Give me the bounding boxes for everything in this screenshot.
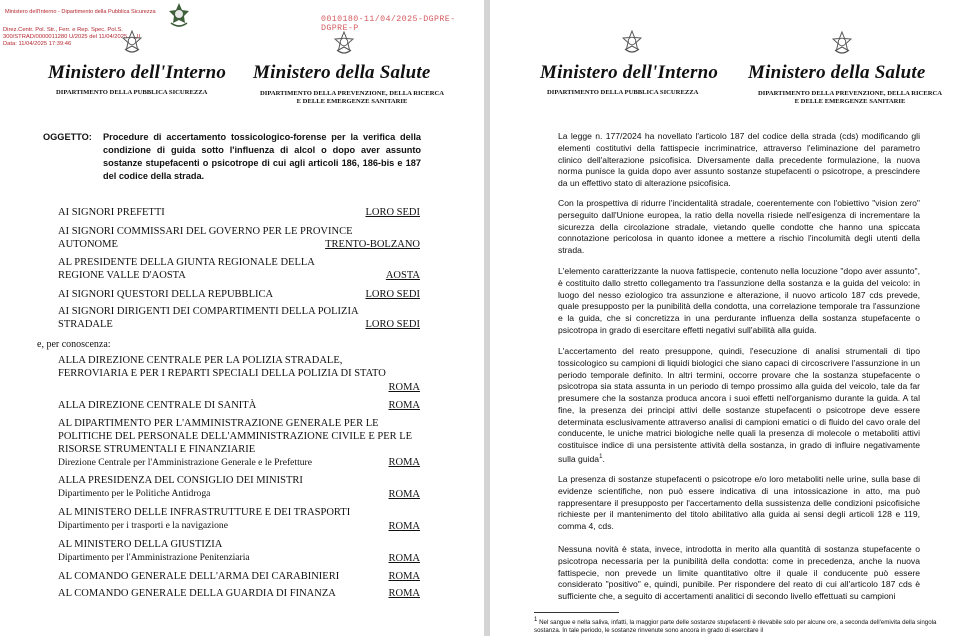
cc-name: AL MINISTERO DELLE INFRASTRUTTURE E DEI TRASPORTI: [58, 507, 351, 518]
recipient-name: AL PRESIDENTE DELLA GIUNTA REGIONALE DELLA REGIONE VALLE D'AOSTA: [58, 257, 315, 281]
recipient-name: AI SIGNORI DIRIGENTI DEI COMPARTIMENTI DELLA POLIZIA STRADALE: [58, 306, 358, 330]
body-paragraph: La legge n. 177/2024 ha novellato l'articolo 187 del codice della strada (cds) modificando gli elementi costitutivi della fattispecie incriminatrice, attraverso l'eliminazione del parametro clinico dell'alterazione psicofisica. Diversamente dalla precedente formulazione, la nuova norma punisce la guida dopo aver assunto sostanze stupefacenti o psicotrope, a prescindere da un effettivo stato di alterazione psicofisica.: [558, 131, 920, 188]
ministry-salute-title: Ministero della Salute: [253, 62, 431, 83]
footnote-text: Nel sangue e nella saliva, infatti, la maggior parte delle sostanze stupefacenti è rilevabile solo per alcune ore, a seconda dell'emivita della singola sostanza. In tale periodo, le sostanze rinvenute sono ancora in grado di esercitare il: [534, 619, 937, 635]
cc-city: ROMA: [388, 457, 420, 468]
body-paragraph: L'elemento caratterizzante la nuova fattispecie, contenuto nella locuzione "dopo aver assunto", è costituito dallo stretto collegamento tra l'assunzione della sostanza e la guida del veicolo: in luogo del nesso eziologico tra assunzione e alterazione, il nuovo articolo 187 cds prevede, quale presupposto per la punibilità della condotta, una correlazione temporale tra l'assunzione e la guida, che si concretizza in una perdurante influenza della sostanza stupefacente o psicotropa in grado di esercitare effetti negativi sull'abilità alla guida.: [558, 266, 920, 335]
cc-row: [58, 538, 420, 564]
stamp-line: 300/STRAD/0000011280 U/2025 del 11/04/2025 ..._II: [3, 34, 141, 40]
cc-city: ROMA: [388, 400, 420, 411]
cc-name: AL COMANDO GENERALE DELLA GUARDIA DI FINANZA: [58, 588, 336, 599]
per-conoscenza-label: e, per conoscenza:: [37, 339, 111, 350]
cc-sub: Dipartimento per l'Amministrazione Penitenziaria: [58, 552, 250, 563]
cc-row: [58, 354, 420, 393]
ministry-interno-title: Ministero dell'Interno: [540, 62, 719, 83]
recipient-city: AOSTA: [385, 270, 420, 281]
cc-sub: Dipartimento per le Politiche Antidroga: [58, 488, 211, 499]
recipient-city: TRENTO-BOLZANO: [325, 239, 420, 250]
ministry-salute-title: Ministero della Salute: [748, 62, 926, 83]
stamp-line: Direz.Centr. Pol. Str., Ferr. e Rep. Spec. Pol.S.: [3, 27, 123, 33]
oggetto-label: OGGETTO:: [43, 132, 92, 142]
italian-emblem-icon: [122, 30, 142, 54]
cc-sub: Direzione Centrale per l'Amministrazione Generale e le Prefetture: [58, 457, 312, 468]
dept-salute-line: DIPARTIMENTO DELLA PREVENZIONE, DELLA RICERCA: [260, 90, 444, 97]
recipient-city: LORO SEDI: [365, 289, 420, 300]
dept-salute-line: E DELLE EMERGENZE SANITARIE: [794, 97, 906, 105]
body-paragraph: La presenza di sostanze stupefacenti o psicotrope e/o loro metaboliti nelle urine, sulla base di evidenze scientifiche, non può essere indicativa di una intossicazione in atto, ma può rappresentare il presupposto per l'accertamento della sussistenza delle condizioni psicofisiche richieste per il mantenimento del titolo abilitativo alla guida ai sensi degli articoli 128 e 119, comma 4, cds.: [558, 474, 920, 531]
cc-name: ALLA DIREZIONE CENTRALE PER LA POLIZIA STRADALE, FERROVIARIA E PER I REPARTI SPECIALI DELLA POLIZIA DI STATO: [58, 355, 386, 379]
recipient-city: LORO SEDI: [365, 319, 420, 330]
italian-emblem-icon: [334, 31, 354, 55]
body-paragraph: Con la prospettiva di ridurre l'incidentalità stradale, coerentemente con l'obiettivo "vision zero" perseguito dall'Unione europea, la ratio della novella risiede nell'esigenza di incrementare la sicurezza della circolazione stradale, vietando quelle condotte che hanno una spiccata connotazione pericolosa in quanto idonee a mettere a rischio l'incolumità degli utenti della strada.: [558, 198, 920, 255]
cc-city: ROMA: [388, 553, 420, 564]
cc-city: ROMA: [388, 382, 420, 393]
recipient-name: AI SIGNORI COMMISSARI DEL GOVERNO PER LE PROVINCE AUTONOME: [58, 226, 353, 250]
italian-emblem-icon: [622, 30, 642, 54]
recipient-row: [58, 305, 420, 331]
republic-emblem-icon: [168, 2, 190, 28]
org-header: Ministero dell'Interno - Dipartimento della Pubblica Sicurezza: [5, 9, 156, 15]
cc-row: [58, 587, 420, 600]
cc-city: ROMA: [388, 521, 420, 532]
dept-interno: DIPARTIMENTO DELLA PUBBLICA SICUREZZA: [547, 89, 699, 96]
cc-name: AL MINISTERO DELLA GIUSTIZIA: [58, 539, 223, 550]
body-paragraph: Nessuna novità è stata, invece, introdotta in merito alla quantità di sostanza stupefacente o psicotropa necessaria per la punibilità della condotta: come in precedenza, anche la nuova fattispecie, non prevede un limite quantitativo oltre il quale il conducente può essere considerato "positivo" e, quindi, punibile. Per rispondere del reato di cui all'articolo 187 cds è sufficiente che, a seguito di accertamenti analitici di secondo livello effettuati su campioni: [558, 544, 920, 601]
body-paragraph: L'accertamento del reato presuppone, quindi, l'esecuzione di analisi strumentali di tipo tossicologico su campioni di liquidi biologici che siano capaci di circoscrivere l'assunzione in un periodo temporale definito. In altri termini, occorre provare che la sostanza stupefacente o psicotropa sia stata assunta in un periodo di tempo prossimo alla guida del veicolo, tale da far presumere che la sostanza produca ancora i suoi effetti nell'organismo durante la guida. A tal fine, la presenza dei principi attivi delle sostanze stupefacenti o psicotrope deve essere determinata esclusivamente attraverso analisi di campioni ematici o di fluido del cavo orale del conducente, le uniche matrici biologiche nelle quali la presenza di molecole o metaboliti attivi costituisce indice di una persistente attività della sostanza, in grado di influire negativamente sulla guida$^1$.: [558, 346, 920, 464]
cc-sub: Dipartimento per i trasporti e la navigazione: [58, 520, 228, 531]
recipient-row: [58, 288, 420, 301]
recipient-name: AI SIGNORI PREFETTI: [58, 207, 165, 218]
oggetto-text: Procedure di accertamento tossicologico-forense per la verifica della condizione di guida sotto l'influenza di alcol o dopo aver assunto sostanze stupefacenti o psicotrope di cui agli articoli 186, 186-bis e 187 del codice della strada.: [103, 132, 421, 181]
recipient-row: [58, 256, 420, 282]
cc-name: ALLA PRESIDENZA DEL CONSIGLIO DEI MINISTRI: [58, 475, 303, 486]
recipient-city: LORO SEDI: [365, 207, 420, 218]
recipient-row: [58, 206, 420, 219]
cc-row: [58, 417, 420, 469]
italian-emblem-icon: [832, 31, 852, 55]
cc-row: [58, 399, 420, 412]
cc-city: ROMA: [388, 588, 420, 599]
ministry-interno-title: Ministero dell'Interno: [48, 62, 227, 83]
cc-name: AL COMANDO GENERALE DELL'ARMA DEI CARABINIERI: [58, 571, 340, 582]
stamp-line: Data: 11/04/2025 17:39:46: [3, 41, 72, 47]
cc-row: [58, 570, 420, 583]
cc-row: [58, 474, 420, 500]
dept-salute: [254, 90, 450, 105]
footnote: [534, 616, 944, 635]
registration-stamp: [3, 27, 140, 48]
footnote-number: 1: [534, 617, 538, 623]
protocol-number: 0010180-11/04/2025-DGPRE-DGPRE-P: [321, 15, 456, 33]
recipient-row: [58, 225, 420, 251]
dept-salute: [752, 90, 948, 105]
dept-interno: DIPARTIMENTO DELLA PUBBLICA SICUREZZA: [56, 89, 208, 96]
body-paragraph-text: L'accertamento del reato presuppone, quindi, l'esecuzione di analisi strumentali di tipo tossicologico su campioni di liquidi biologici che siano capaci di circoscrivere l'assunzione in un periodo temporale definito. In altri termini, occorre provare che la sostanza stupefacente o psicotropa sia stata assunta in un periodo di tempo prossimo alla guida del veicolo, tale da far presumere che la sostanza produca ancora i suoi effetti nell'organismo durante la guida. A tal fine, la presenza dei principi attivi delle sostanze stupefacenti o psicotrope deve essere determinata esclusivamente attraverso analisi di campioni ematici o di fluido del cavo orale del conducente, le uniche matrici biologiche nelle quali la presenza di molecole o metaboliti attivi costituisce indice di una persistente attività della sostanza, in grado di influire negativamente sulla guida: [558, 346, 920, 464]
cc-city: ROMA: [388, 571, 420, 582]
dept-salute-line: E DELLE EMERGENZE SANITARIE: [296, 97, 408, 105]
cc-city: ROMA: [388, 489, 420, 500]
footnote-divider: [534, 612, 619, 613]
footnote-ref[interactable]: 1: [599, 453, 603, 460]
dept-salute-line: DIPARTIMENTO DELLA PREVENZIONE, DELLA RICERCA: [758, 90, 942, 97]
cc-name: ALLA DIREZIONE CENTRALE DI SANITÀ: [58, 400, 257, 411]
recipient-name: AI SIGNORI QUESTORI DELLA REPUBBLICA: [58, 289, 274, 300]
cc-row: [58, 506, 420, 532]
cc-name: AL DIPARTIMENTO PER L'AMMINISTRAZIONE GENERALE PER LE POLITICHE DEL PERSONALE DELL'AMMINISTRAZIONE CIVILE E PER LE RISORSE STRUMENTALI E FINANZIARIE: [58, 418, 413, 455]
